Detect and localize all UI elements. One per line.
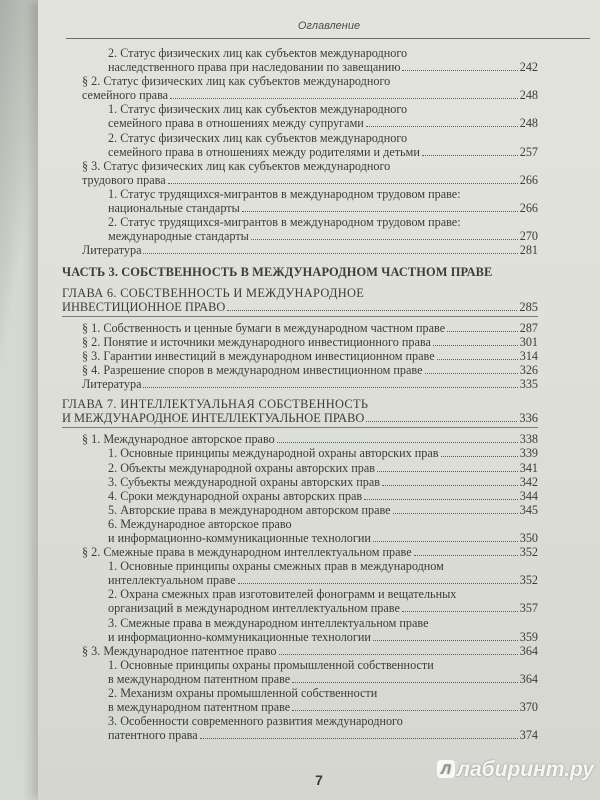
toc-entry-text: § 2. Смежные права в международном интеллектуальном праве: [82, 545, 412, 560]
watermark-logo: Л лабиринт.ру: [437, 758, 594, 782]
toc-page-number: 350: [519, 531, 538, 545]
toc-entry-text: ИНВЕСТИЦИОННОЕ ПРАВО: [62, 299, 226, 314]
toc-entry-text: 5. Авторские права в международном авторском праве: [108, 502, 391, 517]
dot-leader: [251, 239, 518, 240]
toc-entry: [62, 46, 538, 74]
toc-entry: [62, 517, 538, 545]
toc-entry: [62, 644, 538, 658]
toc-page-number: 248: [519, 88, 538, 103]
toc-entry-text: 6. Международное авторское право: [108, 516, 292, 531]
toc-page-number: 336: [519, 411, 538, 426]
toc-page-number: 364: [519, 671, 538, 686]
toc-entry-text: 1. Основные принципы охраны смежных прав в международном: [108, 559, 444, 574]
dot-leader: [373, 541, 518, 542]
toc-part-heading: ЧАСТЬ 3. СОБСТВЕННОСТЬ В МЕЖДУНАРОДНОМ ЧАСТНОМ ПРАВЕ: [62, 265, 493, 280]
toc-entry-text: § 3. Статус физических лиц как субъектов международного: [82, 158, 391, 173]
dot-leader: [366, 421, 517, 422]
toc-chapter-entry: [62, 397, 538, 425]
toc-literature-entry: [62, 377, 538, 391]
toc-entry: [62, 102, 538, 130]
toc-entry: [62, 131, 538, 159]
toc-entry-text: 1. Основные принципы охраны промышленной собственности: [108, 657, 434, 672]
toc-chapter-entry: [62, 286, 538, 314]
toc-entry-text: § 1. Международное авторское право: [82, 432, 275, 447]
toc-entry-text: § 2. Статус физических лиц как субъектов международного: [82, 74, 391, 89]
toc-page-number: 335: [519, 377, 538, 392]
toc-entry-text: семейного права: [82, 88, 169, 103]
toc-entry-text: 4. Сроки международной охраны авторских прав: [108, 488, 363, 503]
toc-page-number: 352: [519, 573, 538, 588]
dot-leader: [437, 359, 518, 360]
toc-entry-text: § 2. Понятие и источники международного инвестиционного права: [82, 334, 431, 349]
toc-page-number: 248: [519, 116, 538, 131]
dot-leader: [377, 471, 518, 472]
toc-entry: [62, 74, 538, 102]
dot-leader: [364, 499, 518, 500]
toc-entry: [62, 503, 538, 517]
toc-entry-text: § 3. Международное патентное право: [82, 643, 277, 658]
dot-leader: [143, 253, 517, 254]
toc-entry: [62, 686, 538, 714]
dot-leader: [447, 331, 518, 332]
toc-entry-text: 1. Статус трудящихся-мигрантов в международном трудовом праве:: [108, 186, 461, 201]
toc-page-number: 345: [519, 502, 538, 517]
toc-entry-text: международные стандарты: [108, 229, 249, 244]
dot-leader: [143, 387, 517, 388]
toc-entry-text: семейного права в отношениях между родителями и детьми: [108, 144, 420, 159]
labirint-logo-icon: Л: [437, 760, 455, 778]
dot-leader: [292, 710, 518, 711]
table-of-contents: [62, 46, 538, 742]
dot-leader: [292, 682, 518, 683]
dot-leader: [373, 640, 518, 641]
toc-entry-text: организаций в международном интеллектуальном праве: [108, 601, 400, 616]
running-head: Оглавление: [297, 20, 361, 32]
toc-entry-text: и информационно-коммуникационные технологии: [108, 531, 371, 545]
dot-leader: [168, 183, 518, 184]
toc-entry-text: § 4. Разрешение споров в международном инвестиционном праве: [82, 362, 423, 377]
toc-entry-text: в международном патентном праве: [108, 700, 291, 715]
toc-entry-text: интеллектуальном праве: [108, 573, 236, 588]
toc-page-number: 342: [519, 474, 538, 489]
toc-entry: [62, 489, 538, 503]
header-rule: [66, 38, 590, 39]
dot-leader: [422, 155, 518, 156]
toc-entry: [62, 215, 538, 243]
dot-leader: [382, 485, 518, 486]
toc-entry: [62, 616, 538, 644]
dot-leader: [433, 345, 518, 346]
toc-page-number: 364: [519, 643, 538, 658]
dot-leader: [402, 611, 518, 612]
toc-page-number: 341: [519, 460, 538, 475]
toc-entry: [62, 363, 538, 377]
toc-entry-text: ГЛАВА 6. СОБСТВЕННОСТЬ И МЕЖДУНАРОДНОЕ: [62, 285, 365, 300]
toc-entry-text: Литература: [82, 377, 142, 392]
toc-entry-text: семейного права в отношениях между супругами: [108, 116, 364, 131]
toc-entry-text: § 1. Собственность и ценные бумаги в международном частном праве: [82, 320, 446, 335]
toc-page-number: 339: [519, 446, 538, 461]
toc-entry-text: патентного права: [108, 728, 198, 743]
dot-leader: [402, 70, 517, 71]
toc-entry-text: 3. Особенности современного развития международного: [108, 714, 403, 729]
toc-literature-entry: [62, 243, 538, 257]
toc-entry-text: в международном патентном праве: [108, 671, 291, 686]
toc-page-number: 314: [519, 348, 538, 363]
toc-entry: [62, 321, 538, 335]
dot-leader: [238, 583, 518, 584]
toc-entry: [62, 187, 538, 215]
toc-entry: [62, 714, 538, 742]
toc-entry-text: 1. Основные принципы международной охраны авторских прав: [108, 446, 439, 461]
toc-page-number: 326: [519, 362, 538, 377]
toc-entry-text: ГЛАВА 7. ИНТЕЛЛЕКТУАЛЬНАЯ СОБСТВЕННОСТЬ: [62, 397, 369, 412]
toc-entry: [62, 349, 538, 363]
dot-leader: [170, 98, 518, 99]
toc-entry-text: наследственного права при наследовании по завещанию: [108, 60, 401, 75]
toc-entry: [62, 559, 538, 587]
toc-entry-text: 2. Статус физических лиц как субъектов международного: [108, 46, 408, 60]
toc-entry-text: и информационно-коммуникационные технологии: [108, 629, 371, 644]
toc-page-number: 301: [519, 334, 538, 349]
toc-entry: [62, 335, 538, 349]
toc-page-number: 338: [519, 432, 538, 447]
toc-entry: [62, 475, 538, 489]
toc-page-number: 270: [519, 229, 538, 244]
toc-entry-text: И МЕЖДУНАРОДНОЕ ИНТЕЛЛЕКТУАЛЬНОЕ ПРАВО: [62, 411, 365, 426]
toc-entry-text: 2. Охрана смежных прав изготовителей фонограмм и вещательных: [108, 587, 457, 602]
toc-page-number: 257: [519, 144, 538, 159]
toc-entry: [62, 658, 538, 686]
toc-entry: [62, 545, 538, 559]
toc-page-number: 285: [519, 299, 538, 314]
toc-entry-text: § 3. Гарантии инвестиций в международном инвестиционном праве: [82, 348, 435, 363]
toc-entry-text: 1. Статус физических лиц как субъектов международного: [108, 102, 408, 117]
dot-leader: [366, 126, 518, 127]
toc-entry-text: национальные стандарты: [108, 201, 240, 216]
toc-page-number: 352: [519, 545, 538, 560]
dot-leader: [393, 513, 518, 514]
toc-page-number: 344: [519, 488, 538, 503]
toc-entry: [62, 446, 538, 460]
toc-entry-text: 3. Субъекты международной охраны авторских прав: [108, 474, 380, 489]
toc-page-number: 370: [519, 700, 538, 715]
toc-page-number: 374: [519, 728, 538, 743]
chapter-rule: [62, 427, 538, 428]
toc-entry-text: 2. Механизм охраны промышленной собственности: [108, 686, 378, 701]
dot-leader: [441, 456, 518, 457]
dot-leader: [277, 442, 518, 443]
dot-leader: [200, 738, 518, 739]
toc-entry-text: 2. Статус трудящихся-мигрантов в международном трудовом праве:: [108, 215, 461, 230]
toc-page-number: 287: [519, 320, 538, 335]
toc-page-number: 281: [519, 243, 538, 258]
toc-entry-text: 3. Смежные права в международном интеллектуальном праве: [108, 615, 429, 630]
chapter-rule: [62, 316, 538, 317]
toc-entry: [62, 587, 538, 615]
dot-leader: [227, 310, 517, 311]
toc-entry: [62, 461, 538, 475]
toc-entry-text: 2. Статус физических лиц как субъектов международного: [108, 130, 408, 145]
toc-entry: [62, 432, 538, 446]
book-page: [38, 0, 600, 800]
dot-leader: [279, 654, 518, 655]
toc-entry-text: трудового права: [82, 172, 166, 187]
toc-entry: [62, 159, 538, 187]
toc-page-number: 266: [519, 201, 538, 216]
dot-leader: [425, 373, 518, 374]
toc-entry-text: 2. Объекты международной охраны авторских прав: [108, 460, 376, 475]
dot-leader: [414, 555, 518, 556]
toc-page-number: 266: [519, 172, 538, 187]
toc-page-number: 359: [519, 629, 538, 644]
toc-entry-text: Литература: [82, 243, 142, 258]
page-number: 7: [315, 772, 323, 788]
dot-leader: [242, 211, 518, 212]
toc-page-number: 242: [519, 60, 538, 75]
toc-page-number: 357: [519, 601, 538, 616]
